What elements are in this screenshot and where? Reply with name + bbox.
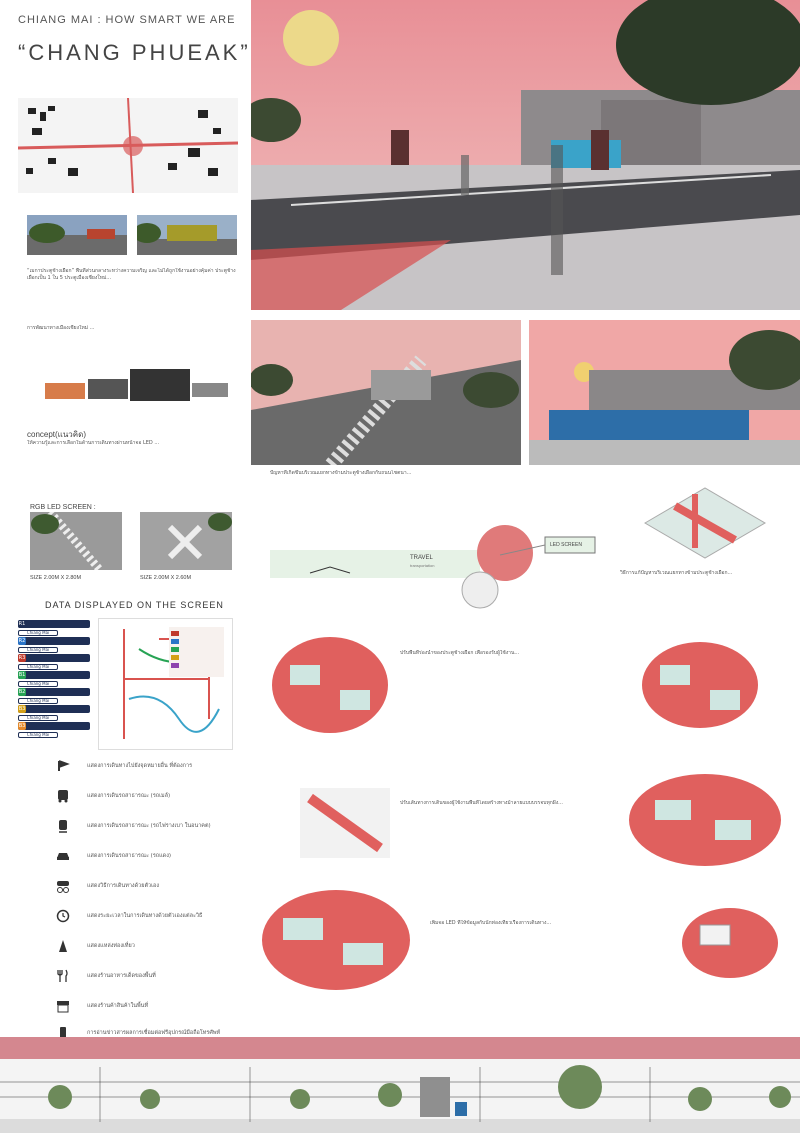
legend-label: แสดงร้านอาหารเด็ดของพื้นที่: [87, 973, 156, 979]
rgb-heading: RGB LED SCREEN :: [30, 504, 96, 511]
street-elevation: [0, 1037, 800, 1133]
travel-label: TRAVEL: [410, 555, 433, 561]
legend-label: แสดงการเดินทางไปยังจุดหมายอื่น ที่ต้องการ: [87, 763, 193, 769]
plan-2: [300, 788, 390, 858]
concept-diagram: [270, 515, 630, 610]
route-pill: B3 Chiang Mai: [18, 705, 90, 713]
led-render-1: [30, 512, 122, 570]
route-pill: B3 Chiang Mai: [18, 722, 90, 730]
route-pill: R2 Chiang Mai: [18, 637, 90, 645]
legend-item: [55, 757, 295, 775]
plan-3-description: เพิ่มจอ LED ที่ให้ข้อมูลกับนักท่องเที่ยวเรื่องการเดินทาง...: [430, 920, 552, 926]
route-pill: B1 Chiang Mai: [18, 671, 90, 679]
route-legend: [0, 620, 100, 750]
landmark-icon: [55, 938, 71, 954]
plan-1-description: ปรับพื้นที่ร่องน้ำของประตูช้างเผือก เพื่อรองรับผู้ใช้งาน...: [400, 650, 520, 656]
legend-item: [55, 847, 295, 865]
train-icon: [55, 818, 71, 834]
plan-1b: [640, 640, 760, 730]
bus-icon: [55, 788, 71, 804]
legend-item: [55, 997, 295, 1015]
concept-text: ให้ความรู้และการเลือกในด้านการเดินทางผ่านหน้าจอ LED ...: [27, 440, 160, 446]
car-bike-icon: [55, 878, 71, 894]
legend-label: แสดงร้านค้าสินค้าในพื้นที่: [87, 1003, 149, 1009]
legend-item: [55, 787, 295, 805]
route-pill: B2 Chiang Mai: [18, 688, 90, 696]
map-pin-icon: [55, 758, 71, 774]
shop-icon: [55, 998, 71, 1014]
led-render-2: [140, 512, 232, 570]
legend-label: แสดงการเดินรถสาธารณะ (รถไฟรางเบา ในอนาคต): [87, 823, 211, 829]
route-pill: R1 Chiang Mai: [18, 620, 90, 628]
concept-collage: [40, 365, 230, 405]
hero-render: [251, 0, 800, 310]
legend-item: [55, 817, 295, 835]
site-photo-2: [137, 215, 237, 255]
taxi-icon: [55, 848, 71, 864]
plan-2-description: ปรับเส้นทางการเดินของผู้ใช้งานพื้นที่โดยสร้างทางม้าลายแบบบรรจบทุกฝั่ง...: [400, 800, 563, 806]
transportation-label: transportation: [410, 563, 435, 568]
plan-2b: [625, 770, 785, 870]
route-pill: R3 Chiang Mai: [18, 654, 90, 662]
restaurant-icon: [55, 968, 71, 984]
legend-label: แสดงการเดินรถสาธารณะ (รถเมล์): [87, 793, 171, 799]
solution-description: วิธีการแก้ปัญหาบริเวณแยกทางข้ามประตูช้างเผือก...: [620, 570, 733, 576]
data-displayed-heading: DATA DISPLAYED ON THE SCREEN: [45, 600, 224, 610]
clock-icon: [55, 908, 71, 924]
plan-3: [258, 888, 413, 993]
plan-1: [270, 635, 390, 735]
led-size-2: SIZE 2.00M X 2.60M: [140, 575, 192, 581]
legend-label: แสดงวิธีการเดินทางด้วยตัวเอง: [87, 883, 159, 889]
led-screen-label: LED SCREEN: [550, 542, 582, 548]
header-subtitle: CHIANG MAI : HOW SMART WE ARE: [18, 14, 236, 26]
legend-label: การอ่านข่าวสารผลการเชื่อมต่อฟรีอุปกรณ์มือถือโทรศัพท์: [87, 1030, 221, 1036]
route-map: [98, 618, 233, 750]
legend-label: แสดงแหล่งท่องเที่ยว: [87, 943, 135, 949]
iso-plan-top: [635, 478, 775, 563]
problem-description: ปัญหาที่เกิดขึ้นบริเวณแยกทางข้ามประตูช้างเผือกกับถนนโชตนา...: [270, 470, 412, 476]
pool-render: [529, 320, 800, 465]
site-map: [18, 98, 238, 193]
concept-heading: concept(แนวคิด): [27, 430, 87, 439]
site-photo-1: [27, 215, 127, 255]
legend-label: แสดงการเดินรถสาธารณะ (รถแดง): [87, 853, 172, 859]
led-size-1: SIZE 2.00M X 2.80M: [30, 575, 82, 581]
intro-paragraph-2: การพัฒนาทางเมืองเชียงใหม่ ...: [27, 325, 95, 331]
page-title: “CHANG PHUEAK”: [18, 40, 251, 65]
plan-3b: [680, 905, 780, 980]
legend-label: แสดงระยะเวลาในการเดินทางด้วยตัวเองแต่ละวิธี: [87, 913, 203, 919]
aerial-render: [251, 320, 521, 465]
intro-paragraph: “เมกาประตูช้างเผือก” พื้นที่ส่วนกลางระหว่างความเจริญ และไม่ได้ถูกใช้งานอย่างคุ้มค่า ประตูช้างเผือกเป็น 1 ใน 5 ประตูเมืองเชียงใหม่...: [27, 268, 236, 281]
